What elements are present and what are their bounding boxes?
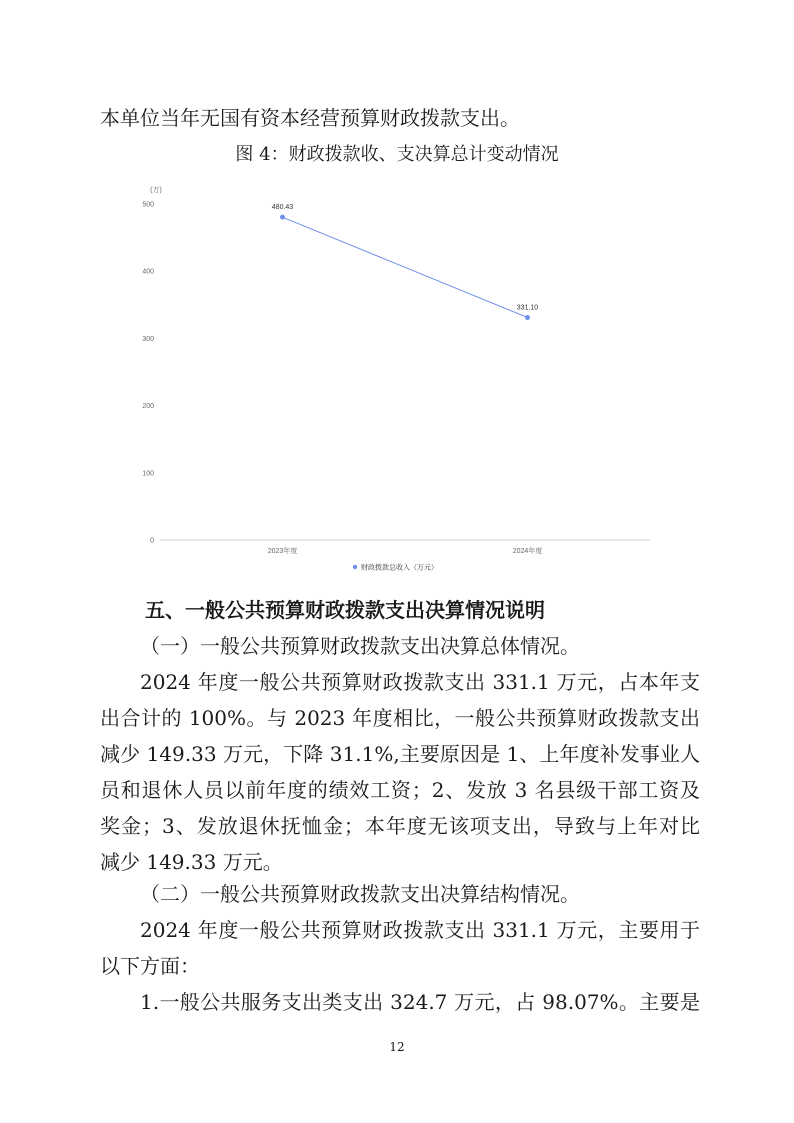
paragraph-line: 2024 年度一般公共预算财政拨款支出 331.1 万元，占本年支 <box>140 670 700 694</box>
figure-caption: 图 4：财政拨款收、支决算总计变动情况 <box>235 144 559 165</box>
data-point <box>280 215 285 220</box>
paragraph-line: 员和退休人员以前年度的绩效工资；2、发放 3 名县级干部工资及 <box>100 778 700 802</box>
paragraph-line: 减少 149.33 万元，下降 31.1%,主要原因是 1、上年度补发事业人 <box>100 742 700 766</box>
paragraph-line: 奖金；3、发放退休抚恤金；本年度无该项支出，导致与上年对比 <box>100 814 700 838</box>
subheading-overall: （一）一般公共预算财政拨款支出决算总体情况。 <box>140 634 580 658</box>
paragraph-line: 以下方面： <box>100 954 200 978</box>
y-tick-label: 500 <box>142 201 154 209</box>
data-point <box>525 315 530 320</box>
data-label: 331.10 <box>516 304 539 312</box>
x-tick-label: 2023年度 <box>267 548 298 555</box>
paragraph-line: 2024 年度一般公共预算财政拨款支出 331.1 万元，主要用于 <box>140 918 700 942</box>
paragraph-line: 减少 149.33 万元。 <box>100 850 283 874</box>
y-tick-label: 300 <box>142 335 154 343</box>
series-line <box>283 217 528 317</box>
data-label: 480.43 <box>271 204 294 212</box>
intro-line: 本单位当年无国有资本经营预算财政拨款支出。 <box>100 106 520 130</box>
x-tick-label: 2024年度 <box>512 548 543 555</box>
y-tick-label: 100 <box>142 470 154 478</box>
line-chart <box>130 180 660 580</box>
paragraph-line: 1.一般公共服务支出类支出 324.7 万元，占 98.07%。主要是 <box>140 990 700 1014</box>
y-unit-label: (万) <box>150 187 162 194</box>
y-tick-label: 400 <box>142 268 154 276</box>
y-tick-label: 0 <box>150 537 154 545</box>
page-number: 12 <box>389 1040 405 1054</box>
legend-label: 财政拨款总收入（万元） <box>361 564 438 572</box>
subheading-structure: （二）一般公共预算财政拨款支出决算结构情况。 <box>140 882 580 906</box>
section-heading: 五、一般公共预算财政拨款支出决算情况说明 <box>145 598 545 622</box>
legend-marker <box>353 565 357 569</box>
paragraph-line: 出合计的 100%。与 2023 年度相比，一般公共预算财政拨款支出 <box>100 706 700 730</box>
y-tick-label: 200 <box>142 403 154 411</box>
